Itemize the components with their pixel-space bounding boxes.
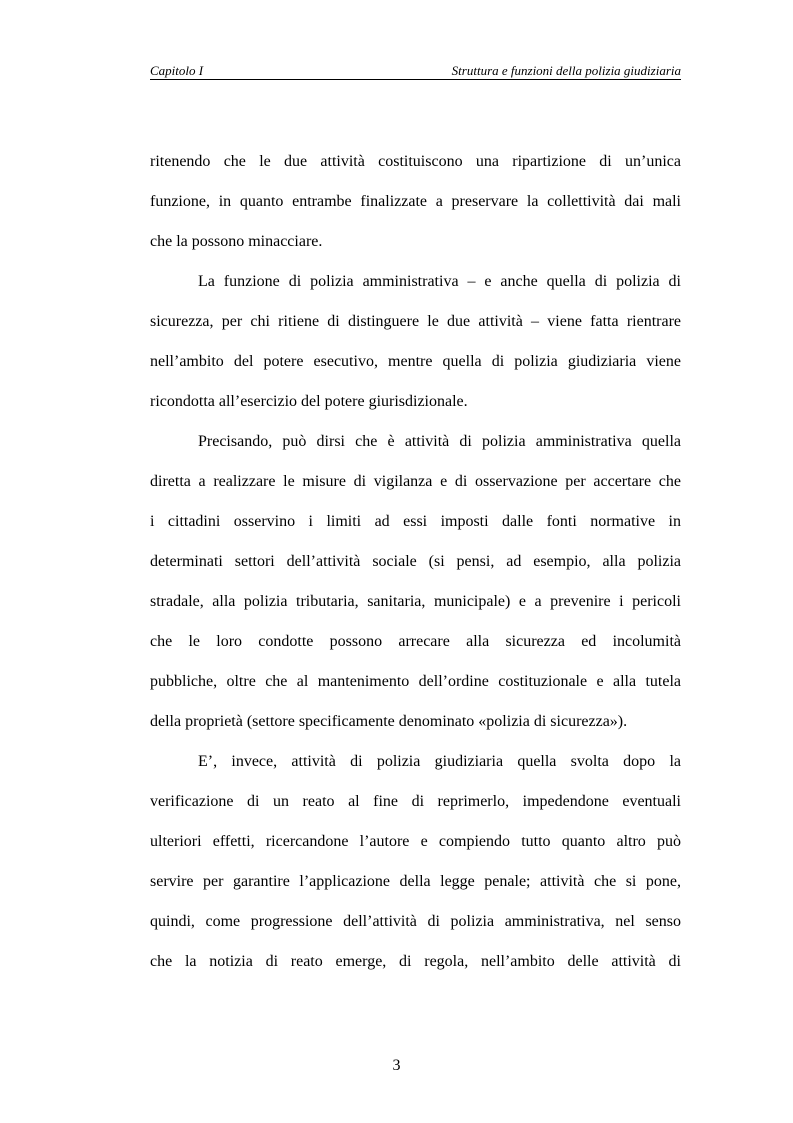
chapter-label: Capitolo I [150,63,204,78]
text-line: Precisando, può dirsi che è attività di polizia amministrativa quella [198,433,681,450]
running-header [150,63,681,80]
text-line: funzione, in quanto entrambe finalizzate a preservare la collettività dai mali [150,193,681,210]
text-line: diretta a realizzare le misure di vigilanza e di osservazione per accertare che [150,473,681,490]
text-line: che la possono minacciare. [150,233,323,250]
page-number: 3 [392,1057,401,1074]
text-line: sicurezza, per chi ritiene di distinguere le due attività – viene fatta rientrare [150,313,681,330]
text-line: ulteriori effetti, ricercandone l’autore e compiendo tutto quanto altro può [150,833,681,850]
text-line: quindi, come progressione dell’attività di polizia amministrativa, nel senso [150,913,681,930]
body-text [150,146,681,986]
text-line: stradale, alla polizia tributaria, sanitaria, municipale) e a prevenire i pericoli [150,593,681,610]
text-line: E’, invece, attività di polizia giudiziaria quella svolta dopo la [198,753,681,770]
text-line: servire per garantire l’applicazione della legge penale; attività che si pone, [150,873,681,890]
text-line: della proprietà (settore specificamente denominato «polizia di sicurezza»). [150,713,628,730]
text-line: verificazione di un reato al fine di reprimerlo, impedendone eventuali [150,793,681,810]
text-line: che le loro condotte possono arrecare alla sicurezza ed incolumità [150,633,681,650]
section-title: Struttura e funzioni della polizia giudiziaria [451,63,681,78]
text-line: determinati settori dell’attività sociale (si pensi, ad esempio, alla polizia [150,553,681,570]
text-line: La funzione di polizia amministrativa – e anche quella di polizia di [198,273,681,290]
text-line: che la notizia di reato emerge, di regola, nell’ambito delle attività di [150,953,681,970]
text-line: ricondotta all’esercizio del potere giurisdizionale. [150,393,468,410]
text-line: nell’ambito del potere esecutivo, mentre quella di polizia giudiziaria viene [150,353,681,370]
text-line: pubbliche, oltre che al mantenimento dell’ordine costituzionale e alla tutela [150,673,681,690]
text-line: i cittadini osservino i limiti ad essi imposti dalle fonti normative in [150,513,681,530]
text-line: ritenendo che le due attività costituiscono una ripartizione di un’unica [150,153,681,170]
